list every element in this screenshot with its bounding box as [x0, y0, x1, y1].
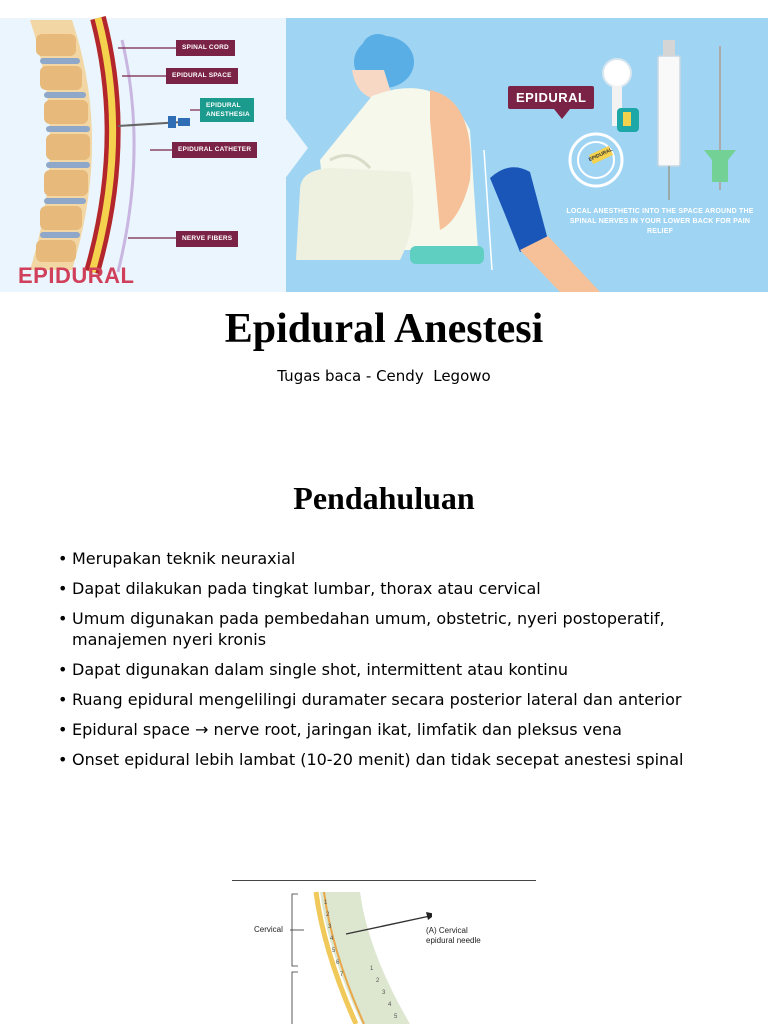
vertebra-number: 5 — [332, 948, 336, 954]
bullet-icon: • — [58, 549, 68, 568]
bullet-list — [58, 548, 748, 779]
section-title: Pendahuluan — [293, 480, 475, 516]
bullet-icon: • — [58, 690, 68, 709]
epidural-logo-text: EPIDURAL — [18, 263, 135, 288]
bullet-icon: • — [58, 750, 68, 769]
list-item: • Epidural space → nerve root, jaringan ikat, limfatik dan pleksus vena — [58, 720, 622, 739]
list-item: • Onset epidural lebih lambat (10-20 menit) dan tidak secepat anestesi spinal — [58, 750, 684, 769]
banner-illustration — [0, 0, 768, 292]
list-item: • Merupakan teknik neuraxial — [58, 549, 296, 568]
vertebra-number: 6 — [336, 960, 340, 966]
list-item: • Dapat dilakukan pada tingkat lumbar, thorax atau cervical — [58, 579, 541, 598]
catheter-label: EPIDURAL — [587, 146, 614, 164]
vertebra-number: 4 — [330, 936, 334, 942]
cervical-spine-figure — [232, 882, 432, 1024]
vertebra-number: 2 — [376, 978, 380, 984]
needle-label-line2: epidural needle — [426, 936, 481, 945]
banner-caption: LOCAL ANESTHETIC INTO THE SPACE AROUND THE SPINAL NERVES IN YOUR LOWER BACK FOR PAIN RELIEF — [566, 208, 754, 235]
patient-figure — [296, 34, 484, 264]
bullet-icon: • — [58, 579, 68, 598]
epidural-needle-icon — [118, 116, 190, 128]
vertebra-number: 1 — [324, 900, 328, 906]
label-epidural-space: EPIDURAL SPACE — [166, 68, 238, 84]
vertebra-number: 5 — [394, 1014, 398, 1020]
vertebral-column-icon — [316, 892, 410, 1024]
needle-label-line1: (A) Cervical — [426, 926, 468, 935]
vertebra-number: 2 — [326, 912, 330, 918]
vertebra-number: 7 — [340, 972, 344, 978]
bullet-icon: • — [58, 609, 68, 628]
bullet-icon: • — [58, 660, 68, 679]
vertebra-number: 4 — [388, 1002, 392, 1008]
label-epidural-anesthesia: EPIDURAL ANESTHESIA — [200, 98, 254, 122]
list-item: • Dapat digunakan dalam single shot, intermittent atau kontinu — [58, 660, 569, 679]
label-epidural-catheter: EPIDURAL CATHETER — [172, 142, 257, 158]
cervical-label: Cervical — [254, 925, 283, 934]
epidural-kit-icon — [570, 40, 736, 200]
spine-vertebrae — [30, 20, 92, 270]
vertebra-number: 3 — [382, 990, 386, 996]
banner-art — [0, 0, 768, 292]
list-item: • Umum digunakan pada pembedahan umum, obstetric, nyeri postoperatif, manajemen nyeri kronis — [58, 609, 665, 649]
label-spinal-cord: SPINAL CORD — [176, 40, 235, 56]
list-item: • Ruang epidural mengelilingi duramater secara posterior lateral dan anterior — [58, 690, 682, 709]
vertebra-number: 3 — [328, 924, 332, 930]
epidural-tag: EPIDURAL — [508, 86, 594, 109]
figure-divider — [232, 880, 536, 881]
label-nerve-fibers: NERVE FIBERS — [176, 231, 238, 247]
page-title: Epidural Anestesi — [224, 306, 544, 352]
page-subtitle: Tugas baca - Cendy Legowo — [277, 367, 491, 385]
bullet-icon: • — [58, 720, 68, 739]
vertebra-number: 1 — [370, 966, 374, 972]
